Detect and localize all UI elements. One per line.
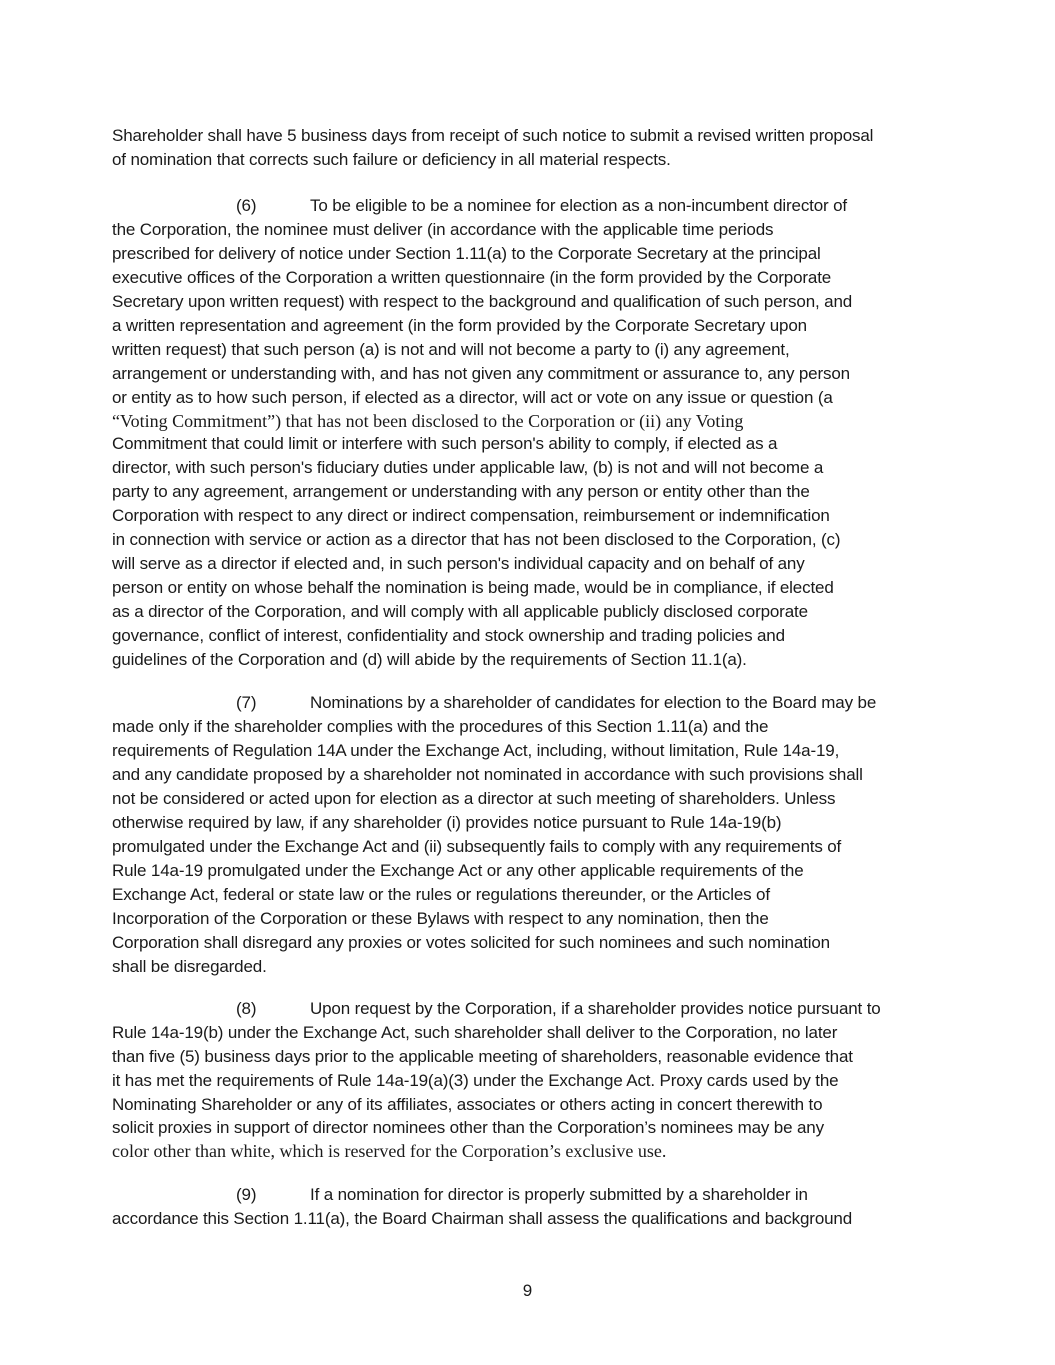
text-line: shall be disregarded. [112,957,267,976]
text-line: director, with such person's fiduciary duties under applicable law, (b) is not and will not become a [112,458,824,477]
text-line: Secretary upon written request) with respect to the background and qualification of such person, and [112,292,853,311]
text-line: guidelines of the Corporation and (d) will abide by the requirements of Section 11.1(a). [112,650,747,669]
text-line: will serve as a director if elected and, in such person's individual capacity and on behalf of any [112,554,805,573]
text-line: requirements of Regulation 14A under the Exchange Act, including, without limitation, Rule 14a-19, [112,741,840,760]
text-line: in connection with service or action as a director that has not been disclosed to the Corporation, (c) [112,530,841,549]
paragraph-number: (7) [236,693,257,712]
text-line: otherwise required by law, if any shareholder (i) provides notice pursuant to Rule 14a-19(b) [112,813,782,832]
page-number: 9 [522,1281,533,1300]
text-line: or entity as to how such person, if elected as a director, will act or vote on any issue or question (a [112,388,833,407]
text-line: party to any agreement, arrangement or understanding with any person or entity other than the [112,482,810,501]
text-line: executive offices of the Corporation a written questionnaire (in the form provided by the Corporate [112,268,832,287]
text-line: Commitment that could limit or interfere with such person's ability to comply, if elected as a [112,434,778,453]
text-line: Shareholder shall have 5 business days from receipt of such notice to submit a revised written proposal [112,126,874,145]
text-line: promulgated under the Exchange Act and (ii) subsequently fails to comply with any requirements of [112,837,842,856]
text-line: it has met the requirements of Rule 14a-19(a)(3) under the Exchange Act. Proxy cards used by the [112,1071,839,1090]
text-line: If a nomination for director is properly submitted by a shareholder in [310,1185,808,1204]
paragraph-number: (6) [236,196,257,215]
text-line: person or entity on whose behalf the nomination is being made, would be in compliance, if elected [112,578,834,597]
text-line: the Corporation, the nominee must deliver (in accordance with the applicable time periods [112,220,774,239]
text-segment: solicit proxies in support of director nominees other than the Corporation’s nominees may be any [112,1118,824,1137]
text-line: “Voting Commitment”) that has not been disclosed to the Corporation or (ii) any Voting [112,411,744,431]
text-line: Corporation with respect to any direct or indirect compensation, reimbursement or indemnification [112,506,830,525]
text-line: Incorporation of the Corporation or these Bylaws with respect to any nomination, then the [112,909,769,928]
text-line: Nominating Shareholder or any of its affiliates, associates or others acting in concert therewith to [112,1095,823,1114]
text-line: written request) that such person (a) is not and will not become a party to (i) any agreement, [112,340,790,359]
text-line: a written representation and agreement (in the form provided by the Corporate Secretary upon [112,316,807,335]
text-line: color other than white, which is reserved for the Corporation’s exclusive use. [112,1141,667,1161]
text-line: not be considered or acted upon for election as a director at such meeting of shareholders. Unless [112,789,836,808]
text-line: of nomination that corrects such failure or deficiency in all material respects. [112,150,671,169]
text-line: Upon request by the Corporation, if a shareholder provides notice pursuant to [310,999,881,1018]
text-line: Rule 14a-19(b) under the Exchange Act, such shareholder shall deliver to the Corporation, no later [112,1023,838,1042]
text-line: To be eligible to be a nominee for election as a non-incumbent director of [310,196,848,215]
text-line: Nominations by a shareholder of candidates for election to the Board may be [310,693,877,712]
paragraph-number: (9) [236,1185,257,1204]
text-line: made only if the shareholder complies with the procedures of this Section 1.11(a) and the [112,717,769,736]
text-line: Corporation shall disregard any proxies or votes solicited for such nominees and such nomination [112,933,830,952]
text-line: Exchange Act, federal or state law or the rules or regulations thereunder, or the Articles of [112,885,770,904]
text-line: as a director of the Corporation, and will comply with all applicable publicly disclosed corporate [112,602,808,621]
text-line: prescribed for delivery of notice under Section 1.11(a) to the Corporate Secretary at the principal [112,244,821,263]
text-line: governance, conflict of interest, confidentiality and stock ownership and trading policies and [112,626,785,645]
text-line: arrangement or understanding with, and has not given any commitment or assurance to, any person [112,364,850,383]
text-line: than five (5) business days prior to the applicable meeting of shareholders, reasonable evidence that [112,1047,853,1066]
text-line: accordance this Section 1.11(a), the Board Chairman shall assess the qualifications and background [112,1209,853,1228]
text-line: Rule 14a-19 promulgated under the Exchange Act or any other applicable requirements of the [112,861,804,880]
text-line: and any candidate proposed by a shareholder not nominated in accordance with such provisions shall [112,765,863,784]
text-line [112,1116,824,1140]
paragraph-number: (8) [236,999,257,1018]
